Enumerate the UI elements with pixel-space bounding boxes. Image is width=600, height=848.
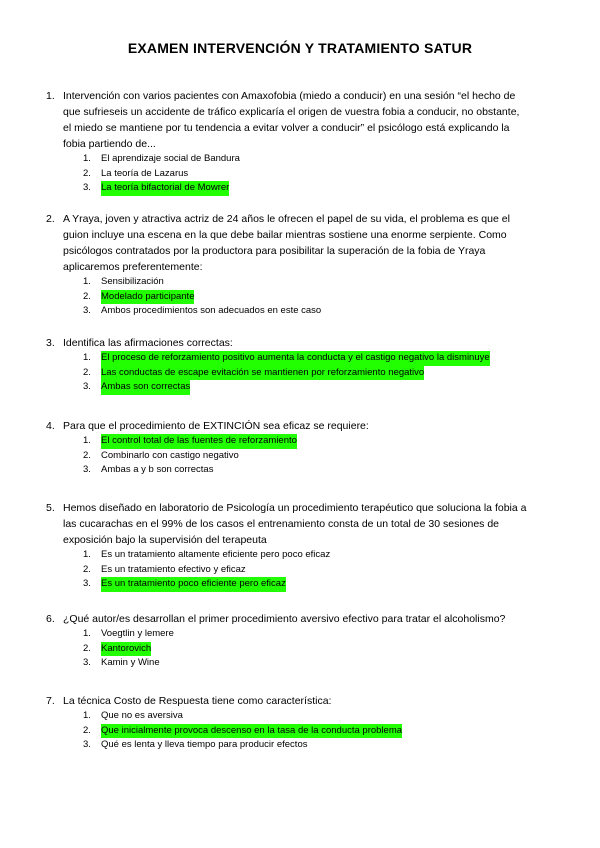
highlighted-answer: Que inicialmente provoca descenso en la tasa de la conducta problema (101, 724, 402, 739)
highlighted-answer: Las conductas de escape evitación se mantienen por reforzamiento negativo (101, 366, 424, 381)
question-text (63, 418, 369, 434)
answer-option: 2. La teoría de Lazarus (83, 167, 189, 179)
question-line: Intervención con varios pacientes con Amaxofobia (miedo a conducir) en una sesión “el hecho de (63, 90, 516, 102)
answer-option-correct: 1. El control total de las fuentes de reforzamiento (83, 434, 570, 449)
question-text (63, 88, 519, 152)
question-text (63, 211, 510, 275)
answer-option: 3. Ambas a y b son correctas (83, 464, 214, 475)
answer-options (83, 152, 570, 196)
answer-option-correct: 2. Las conductas de escape evitación se mantienen por reforzamiento negativo (83, 366, 570, 381)
question-number: 1. (46, 90, 55, 102)
question-line: exposición bajo la supervisión del terapeuta (63, 534, 267, 546)
question-line: las cucarachas en el 99% de los casos el entrenamiento consta de un total de 30 sesiones de (63, 518, 500, 530)
answer-option: 3. Qué es lenta y lleva tiempo para producir efectos (83, 739, 308, 750)
question-7 (46, 693, 570, 753)
answer-option: 1. Sensibilización (83, 276, 164, 287)
question-line: psicólogos contratados por la productora para posibilitar la superación de la fobia de Yraya (63, 245, 486, 257)
question-2 (46, 211, 570, 319)
question-3 (46, 335, 570, 395)
answer-option: 3. Kamin y Wine (83, 657, 160, 668)
highlighted-answer: Kantorovich (101, 642, 151, 657)
question-5 (46, 500, 570, 592)
question-number: 3. (46, 337, 55, 349)
question-number: 7. (46, 695, 55, 707)
highlighted-answer: Modelado participante (101, 290, 194, 305)
question-line: A Yraya, joven y atractiva actriz de 24 años le ofrecen el papel de su vida, el problema es que el (63, 213, 510, 225)
question-number: 4. (46, 420, 55, 432)
answer-options (83, 709, 570, 753)
question-text (63, 335, 233, 351)
question-line: que sufrieseis un accidente de tráfico explicaría el origen de vuestra fobia a conducir, no obstante, (63, 106, 520, 118)
answer-option: 3. Ambos procedimientos son adecuados en este caso (83, 305, 322, 316)
answer-option: 2. Combinarlo con castigo negativo (83, 449, 239, 461)
answer-option-correct: 3. Es un tratamiento poco eficiente pero eficaz (83, 577, 570, 592)
answer-options (83, 351, 570, 395)
question-4 (46, 418, 570, 478)
question-line: Identifica las afirmaciones correctas: (63, 337, 233, 349)
question-number: 2. (46, 213, 55, 225)
answer-options (83, 434, 570, 478)
answer-option: 1. Que no es aversiva (83, 710, 183, 721)
question-line: La técnica Costo de Respuesta tiene como característica: (63, 695, 332, 707)
question-text (63, 611, 505, 627)
answer-option-correct: 2. Que inicialmente provoca descenso en la tasa de la conducta problema (83, 724, 570, 739)
highlighted-answer: Ambas son correctas (101, 380, 190, 395)
answer-options (83, 275, 570, 319)
answer-option-correct: 2. Kantorovich (83, 642, 570, 657)
highlighted-answer: El control total de las fuentes de reforzamiento (101, 434, 297, 449)
answer-option: 1. Es un tratamiento altamente eficiente pero poco eficaz (83, 549, 331, 560)
question-line: fobia partiendo de... (63, 138, 156, 150)
question-line: Para que el procedimiento de EXTINCIÓN sea eficaz se requiere: (63, 420, 369, 432)
page-title: EXAMEN INTERVENCIÓN Y TRATAMIENTO SATUR (127, 40, 473, 56)
question-number: 5. (46, 502, 55, 514)
highlighted-answer: Es un tratamiento poco eficiente pero eficaz (101, 577, 286, 592)
answer-option-correct: 3. Ambas son correctas (83, 380, 570, 395)
question-line: ¿Qué autor/es desarrollan el primer procedimiento aversivo efectivo para tratar el alcoholismo? (63, 613, 506, 625)
answer-option: 2. Es un tratamiento efectivo y eficaz (83, 563, 246, 575)
question-text (63, 500, 526, 548)
answer-option-correct: 1. El proceso de reforzamiento positivo aumenta la conducta y el castigo negativo la disminuye (83, 351, 570, 366)
question-line: guion incluye una escena en la que debe bailar mientras sostiene una enorme serpiente. Como (63, 229, 507, 241)
answer-options (83, 548, 570, 592)
question-line: aplicaremos preferentemente: (63, 261, 203, 273)
answer-option-correct: 2. Modelado participante (83, 290, 570, 305)
question-text (63, 693, 331, 709)
highlighted-answer: La teoría bifactorial de Mowrer (101, 181, 229, 196)
question-line: el miedo se mantiene por tu tendencia a evitar volver a conducir” el psicólogo está explicando la (63, 122, 510, 134)
question-1 (46, 88, 570, 196)
highlighted-answer: El proceso de reforzamiento positivo aumenta la conducta y el castigo negativo la disminuye (101, 351, 490, 366)
question-number: 6. (46, 613, 55, 625)
question-line: Hemos diseñado en laboratorio de Psicología un procedimiento terapéutico que soluciona la fobia a (63, 502, 527, 514)
answer-options (83, 627, 570, 671)
answer-option: 1. El aprendizaje social de Bandura (83, 153, 240, 164)
answer-option-correct: 3. La teoría bifactorial de Mowrer (83, 181, 570, 196)
answer-option: 1. Voegtlin y lemere (83, 628, 174, 639)
question-6 (46, 611, 570, 671)
